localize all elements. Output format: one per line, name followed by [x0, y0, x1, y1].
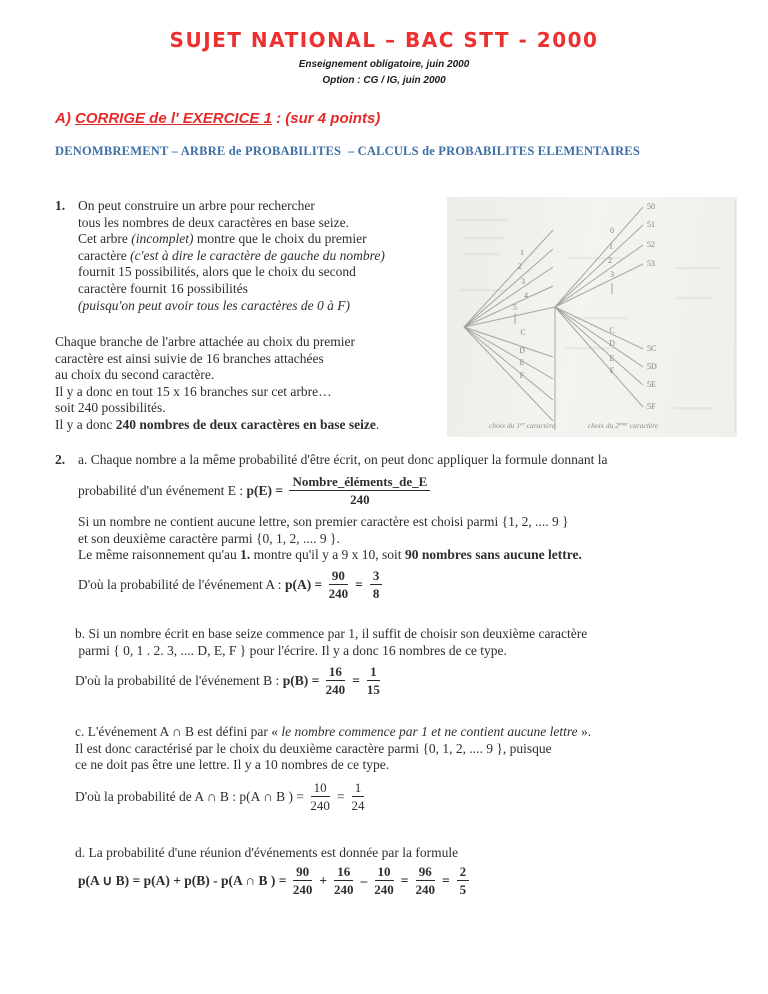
text-segment: montre que le choix du premier [193, 231, 367, 247]
fraction [334, 864, 354, 897]
text-segment: fournit 15 possibilités, alors que le choix du second [78, 264, 356, 280]
fraction [289, 474, 430, 507]
text-line [55, 334, 379, 351]
fraction [326, 664, 346, 697]
fraction-denominator: 240 [325, 682, 346, 697]
text-segment: Cet arbre [78, 231, 132, 247]
caption-superscript: er [520, 421, 525, 428]
fraction-numerator: 16 [326, 664, 345, 681]
equals-sign: = [355, 576, 363, 592]
subtitle-line-2: Option : CG / IG, juin 2000 [322, 75, 446, 86]
tree-level2-label: D [609, 339, 615, 348]
text-line [75, 845, 458, 862]
text-line [55, 198, 385, 215]
equals-sign: = [400, 872, 409, 888]
fraction [293, 864, 313, 897]
heading-suffix: : (sur 4 points) [271, 110, 381, 127]
caption-text: choix du 1 [488, 421, 521, 430]
text-line [55, 264, 385, 281]
tree-leaf-labels [647, 202, 657, 411]
equals-sign: = [352, 672, 360, 688]
text-segment: Il y a donc [55, 416, 116, 432]
fraction-denominator: 240 [292, 882, 313, 897]
text-segment: Il y a donc en tout 15 x 16 branches sur cet arbre… [55, 383, 332, 399]
text-line [78, 547, 582, 564]
paragraph-item2d [75, 845, 458, 862]
formula-pA [78, 568, 385, 601]
text-segment: parmi { 0, 1 . 2. 3, .... D, E, F } pour l'écrire. Il y a donc 16 nombres de ce type. [75, 642, 507, 658]
text-segment: On peut construire un arbre pour rechercher [78, 198, 315, 213]
fraction-numerator: 10 [311, 780, 330, 797]
fraction-numerator: 2 [457, 864, 470, 881]
text-segment: ce ne doit pas être une lettre. Il y a 10 nombres de ce type. [75, 757, 390, 773]
text-segment: Chaque branche de l'arbre attachée au choix du premier [55, 334, 356, 349]
item-number: 1. [55, 198, 66, 213]
caption-text: choix du 2 [587, 421, 620, 430]
tree-level2-branches [555, 207, 643, 407]
text-segment: a. Chaque nombre a la même probabilité d'être écrit, on peut donc appliquer la formule donnant la [78, 452, 608, 467]
text-line [55, 231, 385, 248]
scan-bleed-artifacts [457, 219, 719, 410]
text-segment: probabilité d'un événement E : [78, 482, 247, 498]
text-line [75, 643, 587, 660]
text-line [75, 757, 591, 774]
text-segment: caractère fournit 16 possibilités [78, 280, 248, 296]
fraction [415, 864, 435, 897]
text-segment: caractère est ainsi suivie de 16 branches attachées [55, 350, 324, 366]
text-segment: b. Si un nombre écrit en base seize commence par 1, il suffit de choisir son deuxième caractère [75, 626, 588, 641]
tree-level2-label: F [609, 366, 615, 375]
tree-level1-label: D [519, 346, 525, 355]
formula-pAinterB [75, 780, 368, 813]
fraction-denominator: 5 [459, 882, 467, 897]
caption-text: caractère [524, 421, 556, 430]
fraction-numerator: 1 [352, 780, 365, 797]
tree-leaf-label: 5D [647, 362, 657, 371]
text-segment: Le même raisonnement qu'au [78, 547, 241, 563]
text-line [55, 281, 385, 298]
tree-diagram [447, 197, 737, 437]
caption-superscript: ème [619, 421, 628, 428]
text-line [55, 384, 379, 401]
paragraph-item1 [55, 198, 385, 314]
tree-level2-label: 2 [608, 256, 612, 265]
tree-level1-label: 2 [518, 262, 522, 271]
fraction-denominator: 240 [328, 586, 349, 601]
tree-level2-labels [608, 226, 615, 375]
text-segment: ». [577, 724, 592, 739]
tree-level2-label: 3 [610, 270, 614, 279]
text-segment: d. La probabilité d'une réunion d'événements est donnée par la formule [75, 845, 459, 860]
paragraph-item2a [55, 452, 608, 469]
text-line [55, 367, 379, 384]
tree-leaf-label: 5E [647, 380, 656, 389]
fraction-numerator: Nombre_éléments_de_E [289, 474, 430, 491]
tree-level1-label: 1 [520, 248, 524, 257]
fraction-denominator: 240 [350, 492, 370, 507]
fraction [352, 780, 365, 813]
probability-tree-image [447, 197, 737, 437]
fraction-denominator: 15 [366, 682, 380, 697]
text-segment: D'où la probabilité de l'événement B : [75, 672, 283, 688]
equals-sign: = [336, 788, 345, 804]
text-segment-bold: 90 nombres sans aucune lettre. [404, 547, 582, 563]
text-line [78, 531, 582, 548]
text-segment-italic: (puisqu'on peut avoir tous les caractères de 0 à F) [78, 297, 350, 313]
tree-level2-label: E [609, 354, 615, 363]
tree-level1-label: F [519, 371, 525, 380]
paragraph-item2c [75, 724, 591, 774]
text-line [78, 514, 582, 531]
paragraph-item2b [75, 626, 587, 659]
fraction [457, 864, 470, 897]
text-segment: D'où la probabilité de l'événement A : [78, 576, 285, 592]
section-heading [55, 110, 380, 127]
minus-sign: – [360, 872, 368, 888]
text-line [55, 351, 379, 368]
tree-level1-label: C [520, 328, 526, 337]
tree-leaf-label: 5C [647, 344, 657, 353]
caption-text: caractère [627, 421, 659, 430]
fraction-numerator: 96 [416, 864, 435, 881]
fraction-numerator: 16 [334, 864, 353, 881]
tree-caption-right [588, 421, 659, 430]
text-segment: c. L'événement A ∩ B est défini par « [75, 724, 282, 739]
math-lhs: p(A ∪ B) = p(A) + p(B) - p(A ∩ B ) = [78, 872, 290, 888]
tree-level1-label: 3 [521, 277, 525, 286]
tree-leaf-label: 50 [647, 202, 655, 211]
text-segment: soit 240 possibilités. [55, 400, 166, 416]
math-lhs: p(E) = [246, 482, 287, 498]
math-lhs: p(A) = [284, 576, 326, 592]
fraction [310, 780, 330, 813]
heading-underlined-title: CORRIGE de l' EXERCICE 1 [75, 110, 272, 127]
fraction [329, 568, 349, 601]
document-title: SUJET NATIONAL – BAC STT - 2000 [169, 28, 599, 52]
text-line [75, 741, 591, 758]
text-segment: caractère [78, 247, 131, 263]
topic-line: DENOMBREMENT – ARBRE de PROBABILITES – CALCULS de PROBABILITES ELEMENTAIRES [55, 144, 640, 158]
text-segment-italic: (c'est à dire le caractère de gauche du nombre) [130, 247, 385, 263]
fraction-numerator: 90 [329, 568, 348, 585]
plus-sign: + [319, 872, 328, 888]
fraction-denominator: 240 [310, 798, 330, 813]
subtitle-line-1: Enseignement obligatoire, juin 2000 [298, 59, 470, 70]
fraction-denominator: 8 [372, 586, 380, 601]
fraction-denominator: 24 [351, 798, 365, 813]
text-line [75, 724, 591, 741]
tree-level1-branches [464, 230, 555, 421]
paragraph-item1-continued [55, 334, 379, 434]
text-segment-italic: le nombre commence par 1 et ne contient aucune lettre [281, 724, 578, 739]
text-line [55, 215, 385, 232]
text-segment: . [375, 416, 380, 432]
text-line [55, 248, 385, 265]
text-line [75, 626, 587, 643]
text-segment: et son deuxième caractère parmi {0, 1, 2, .... 9 }. [78, 530, 340, 546]
paragraph-item2a-reasoning [78, 514, 582, 564]
fraction [370, 568, 383, 601]
heading-prefix: A) [55, 110, 75, 127]
tree-level1-label: 5 [513, 303, 517, 312]
text-line [55, 298, 385, 315]
text-segment: au choix du second caractère. [55, 367, 215, 383]
text-line [55, 400, 379, 417]
formula-pAunionB [78, 864, 472, 897]
fraction-numerator: 90 [293, 864, 312, 881]
text-segment: D'où la probabilité de A ∩ B : p(A ∩ B ) = [75, 788, 308, 804]
tree-level1-label: E [519, 358, 525, 367]
tree-leaf-label: 53 [647, 259, 655, 268]
text-line [55, 417, 379, 434]
fraction [374, 864, 394, 897]
tree-leaf-label: 51 [647, 220, 655, 229]
tree-level2-label: C [609, 326, 615, 335]
text-segment: Si un nombre ne contient aucune lettre, son premier caractère est choisi parmi {1, 2, .... 9 } [78, 514, 569, 529]
tree-level2-label: 1 [609, 242, 613, 251]
fraction-denominator: 240 [374, 882, 394, 897]
math-lhs: p(B) = [282, 672, 323, 688]
fraction-numerator: 3 [370, 568, 383, 585]
tree-level2-label: 0 [610, 226, 614, 235]
text-segment-bold: 240 nombres de deux caractères en base seize [115, 416, 376, 432]
formula-pB [75, 664, 383, 697]
tree-level1-label: 4 [524, 291, 528, 300]
fraction-denominator: 240 [334, 882, 354, 897]
text-segment-italic: (incomplet) [131, 231, 194, 247]
fraction-numerator: 1 [367, 664, 380, 681]
text-line [55, 452, 608, 469]
text-segment: Il est donc caractérisé par le choix du deuxième caractère parmi {0, 1, 2, .... 9 }, puisque [75, 740, 552, 756]
text-segment-bold: 1. [240, 547, 251, 563]
tree-leaf-label: 52 [647, 240, 655, 249]
equals-sign: = [441, 872, 450, 888]
item-number: 2. [55, 452, 66, 467]
tree-leaf-label: 5F [647, 402, 656, 411]
fraction [367, 664, 380, 697]
fraction-numerator: 10 [375, 864, 394, 881]
formula-pE [78, 474, 433, 507]
text-segment: montre qu'il y a 9 x 10, soit [250, 547, 405, 563]
text-segment: tous les nombres de deux caractères en base seize. [78, 214, 350, 230]
fraction-denominator: 240 [415, 882, 435, 897]
tree-caption-left [489, 421, 556, 430]
